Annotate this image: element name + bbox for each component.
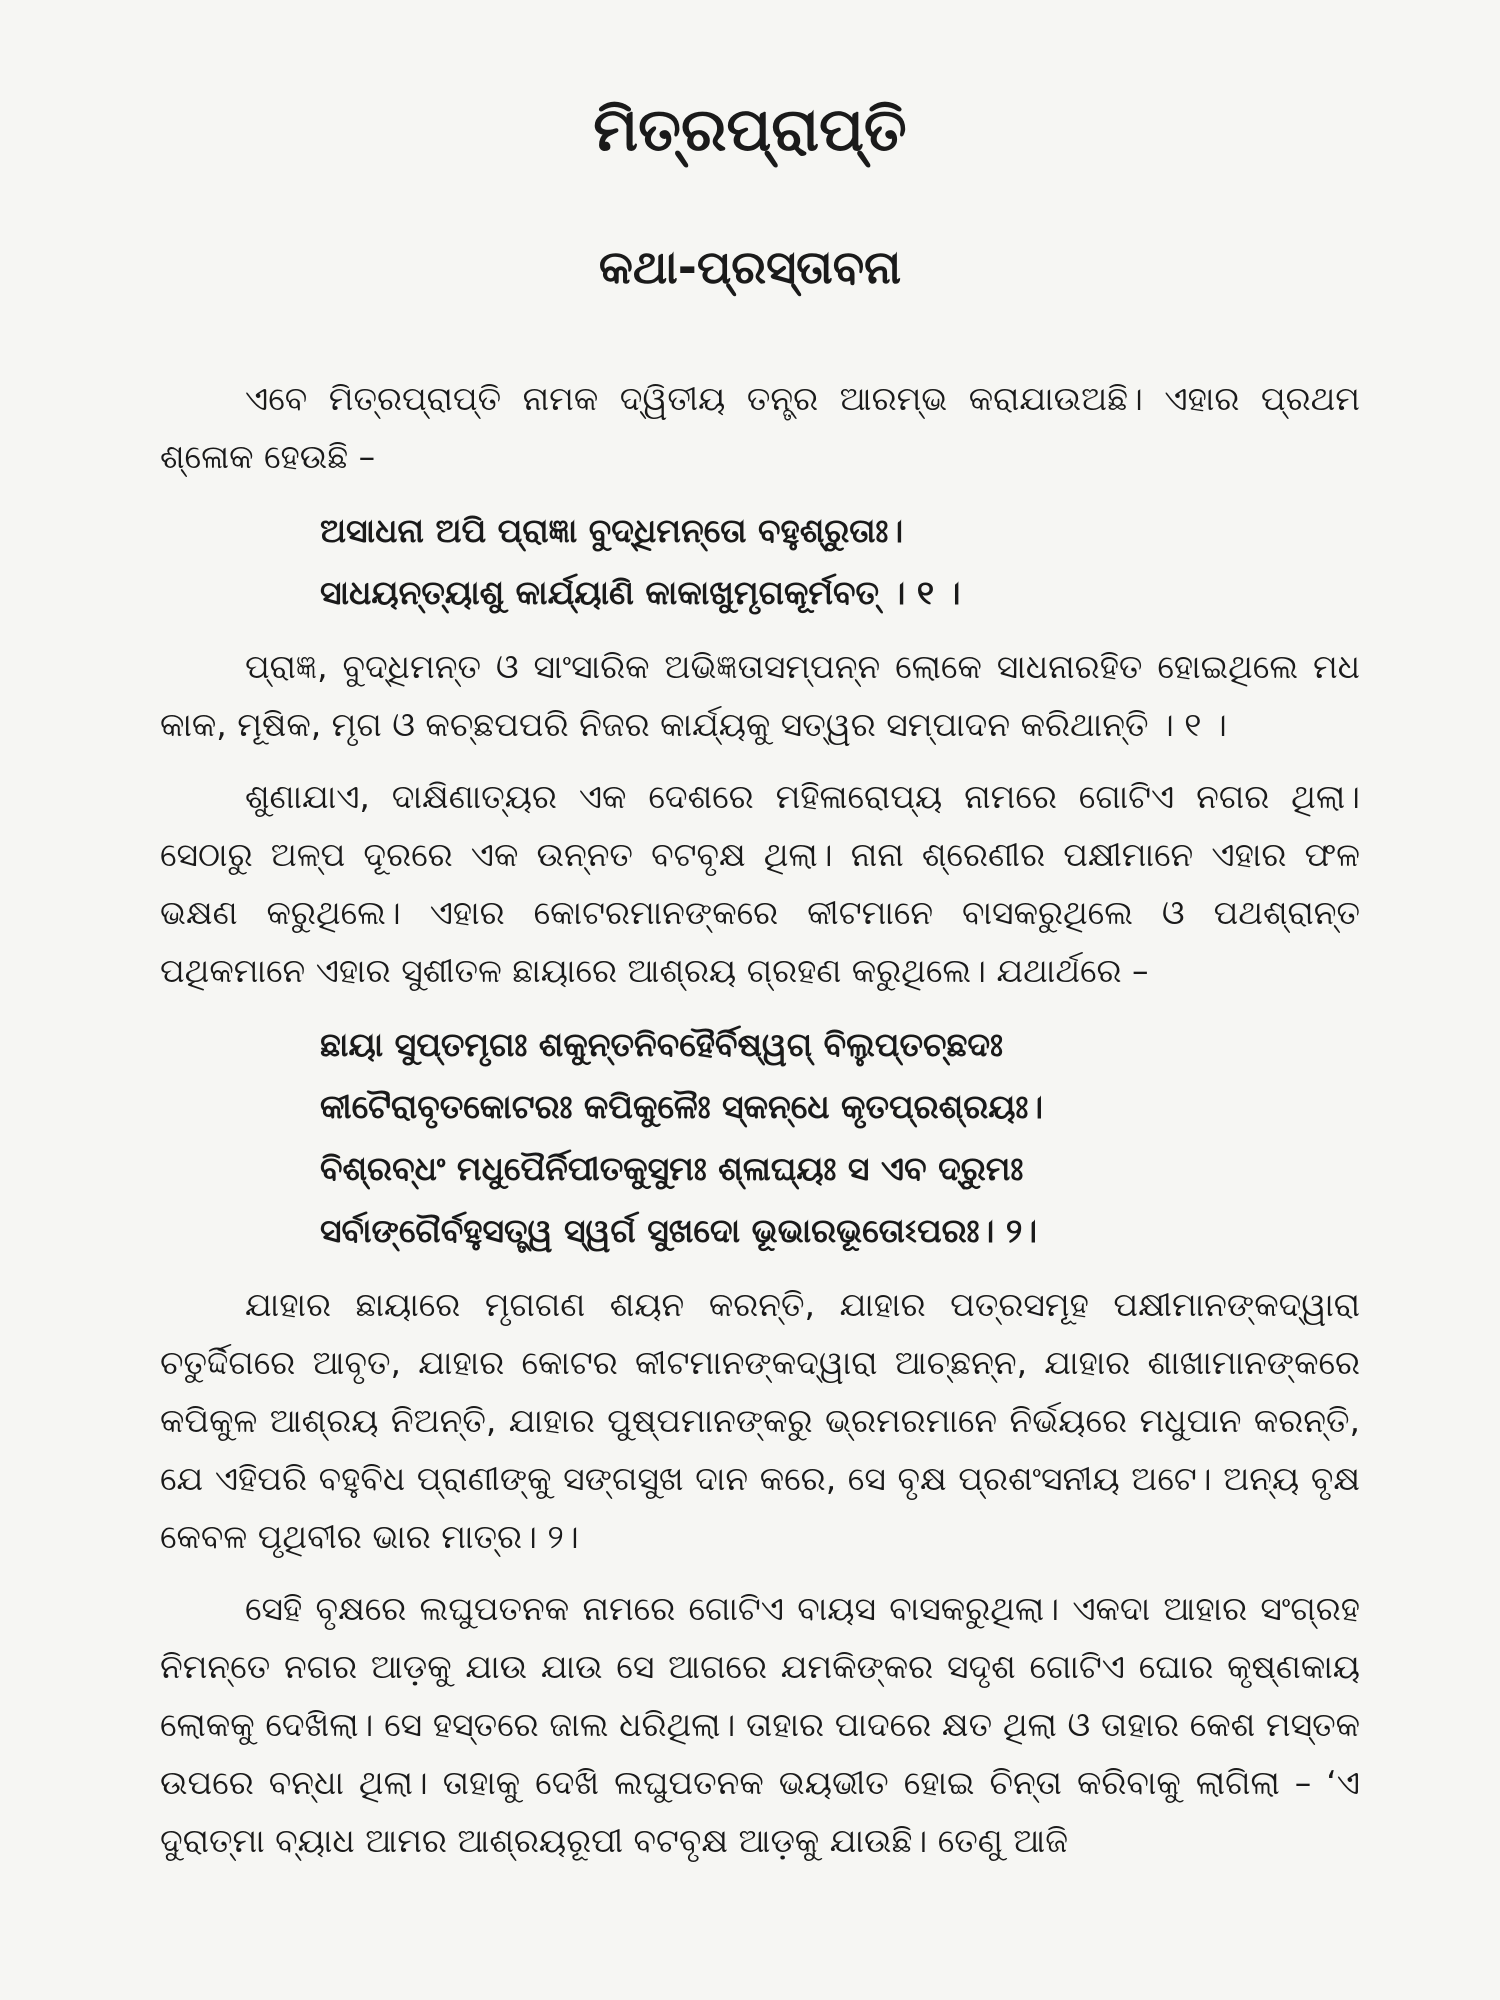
meaning-1-paragraph: ପ୍ରାଜ୍ଞ, ବୁଦ୍ଧିମନ୍ତ ଓ ସାଂସାରିକ ଅଭିଜ୍ଞତାସମ୍ପନ୍ନ ଲୋକେ ସାଧନାରହିତ ହୋଇଥିଲେ ମଧ କାକ, ମୂଷିକ, ମୃଗ ଓ କଚ୍ଛପପରି ନିଜର କାର୍ଯ୍ୟକୁ ସତ୍ୱର ସମ୍ପାଦନ କରିଥାନ୍ତି । ୧ ।: [160, 647, 1360, 744]
verse-2-line-2: କୀଟୈରାବୃତକୋଟରଃ କପିକୁଳୈଃ ସ୍କନ୍ଧେ କୃତପ୍ରଶ୍ରୟଃ।: [320, 1087, 1044, 1126]
verse-1-line-1: ଅସାଧନା ଅପି ପ୍ରାଜ୍ଞା ବୁଦ୍ଧିମନ୍ତୋ ବହୁଶ୍ରୁତାଃ।: [320, 511, 904, 550]
verse-1-line-2: ସାଧୟନ୍ତ୍ୟାଶୁ କାର୍ଯ୍ୟାଣି କାକାଖୁମୃଗକୂର୍ମବତ୍ । ୧ ।: [320, 573, 961, 612]
chapter-title: ମିତ୍ରପ୍ରାପ୍ତି: [593, 95, 907, 165]
meaning-2-paragraph: ଯାହାର ଛାୟାରେ ମୃଗଗଣ ଶୟନ କରନ୍ତି, ଯାହାର ପତ୍ରସମୂହ ପକ୍ଷୀମାନଙ୍କଦ୍ୱାରା ଚତୁର୍ଦ୍ଦିଗରେ ଆବୃତ, ଯାହାର କୋଟର କୀଟମାନଙ୍କଦ୍ୱାରା ଆଚ୍ଛନ୍ନ, ଯାହାର ଶାଖାମାନଙ୍କରେ କପିକୁଳ ଆଶ୍ରୟ ନିଅନ୍ତି, ଯାହାର ପୁଷ୍ପମାନଙ୍କରୁ ଭ୍ରମରମାନେ ନିର୍ଭୟରେ ମଧୁପାନ କରନ୍ତି, ଯେ ଏହିପରି ବହୁବିଧ ପ୍ରାଣୀଙ୍କୁ ସଙ୍ଗସୁଖ ଦାନ କରେ, ସେ ବୃକ୍ଷ ପ୍ରଶଂସନୀୟ ଅଟେ। ଅନ୍ୟ ବୃକ୍ଷ କେବଳ ପୃଥିବୀର ଭାର ମାତ୍ର। ୨।: [160, 1285, 1360, 1556]
verse-2-line-4: ସର୍ବାଙ୍ଗୈର୍ବହୁସତ୍ତ୍ୱ ସ୍ୱର୍ଗ ସୁଖଦୋ ଭୂଭାରଭୂତୋଽପରଃ। ୨।: [320, 1211, 1038, 1250]
story-2-paragraph: ସେହି ବୃକ୍ଷରେ ଲଘୁପତନକ ନାମରେ ଗୋଟିଏ ବାୟସ ବାସକରୁଥିଲା। ଏକଦା ଆହାର ସଂଗ୍ରହ ନିମନ୍ତେ ନଗର ଆଡ଼କୁ ଯାଉ ଯାଉ ସେ ଆଗରେ ଯମକିଙ୍କର ସଦୃଶ ଗୋଟିଏ ଘୋର କୃଷ୍ଣକାୟ ଲୋକକୁ ଦେଖିଲା। ସେ ହସ୍ତରେ ଜାଲ ଧରିଥିଲା। ତାହାର ପାଦରେ କ୍ଷତ ଥିଲା ଓ ତାହାର କେଶ ମସ୍ତକ ଉପରେ ବନ୍ଧା ଥିଲା। ତାହାକୁ ଦେଖି ଲଘୁପତନକ ଭୟଭୀତ ହୋଇ ଚିନ୍ତା କରିବାକୁ ଲାଗିଲା – ‘ଏ ଦୁରାତ୍ମା ବ୍ୟାଧ ଆମର ଆଶ୍ରୟରୂପୀ ବଟବୃକ୍ଷ ଆଡ଼କୁ ଯାଉଛି। ତେଣୁ ଆଜି: [160, 1589, 1360, 1860]
intro-paragraph: ଏବେ ମିତ୍ରପ୍ରାପ୍ତି ନାମକ ଦ୍ୱିତୀୟ ତନ୍ତ୍ର ଆରମ୍ଭ କରାଯାଉଅଛି। ଏହାର ପ୍ରଥମ ଶ୍ଳୋକ ହେଉଛି –: [160, 379, 1360, 476]
verse-1: [320, 500, 1360, 624]
verse-2-line-1: ଛାୟା ସୁପ୍ତମୃଗଃ ଶକୁନ୍ତନିବହୈର୍ବିଷ୍ୱଗ୍ ବିଲୁପ୍ତଚ୍ଛଦଃ: [320, 1025, 1003, 1064]
verse-2: [320, 1014, 1360, 1262]
story-1-paragraph: ଶୁଣାଯାଏ, ଦାକ୍ଷିଣାତ୍ୟର ଏକ ଦେଶରେ ମହିଳାରୋପ୍ୟ ନାମରେ ଗୋଟିଏ ନଗର ଥିଲା। ସେଠାରୁ ଅଳ୍ପ ଦୂରରେ ଏକ ଉନ୍ନତ ବଟବୃକ୍ଷ ଥିଲା। ନାନା ଶ୍ରେଣୀର ପକ୍ଷୀମାନେ ଏହାର ଫଳ ଭକ୍ଷଣ କରୁଥିଲେ। ଏହାର କୋଟରମାନଙ୍କରେ କୀଟମାନେ ବାସକରୁଥିଲେ ଓ ପଥଶ୍ରାନ୍ତ ପଥିକମାନେ ଏହାର ସୁଶୀତଳ ଛାୟାରେ ଆଶ୍ରୟ ଗ୍ରହଣ କରୁଥିଲେ। ଯଥାର୍ଥରେ –: [160, 777, 1360, 990]
page-body: [160, 370, 1360, 1884]
section-subtitle: କଥା-ପ୍ରସ୍ତାବନା: [598, 240, 902, 294]
verse-2-line-3: ବିଶ୍ରବ୍ଧଂ ମଧୁପୈର୍ନିପୀତକୁସୁମଃ ଶ୍ଳାଘ୍ୟଃ ସ ଏବ ଦ୍ରୁମଃ: [320, 1149, 1024, 1188]
